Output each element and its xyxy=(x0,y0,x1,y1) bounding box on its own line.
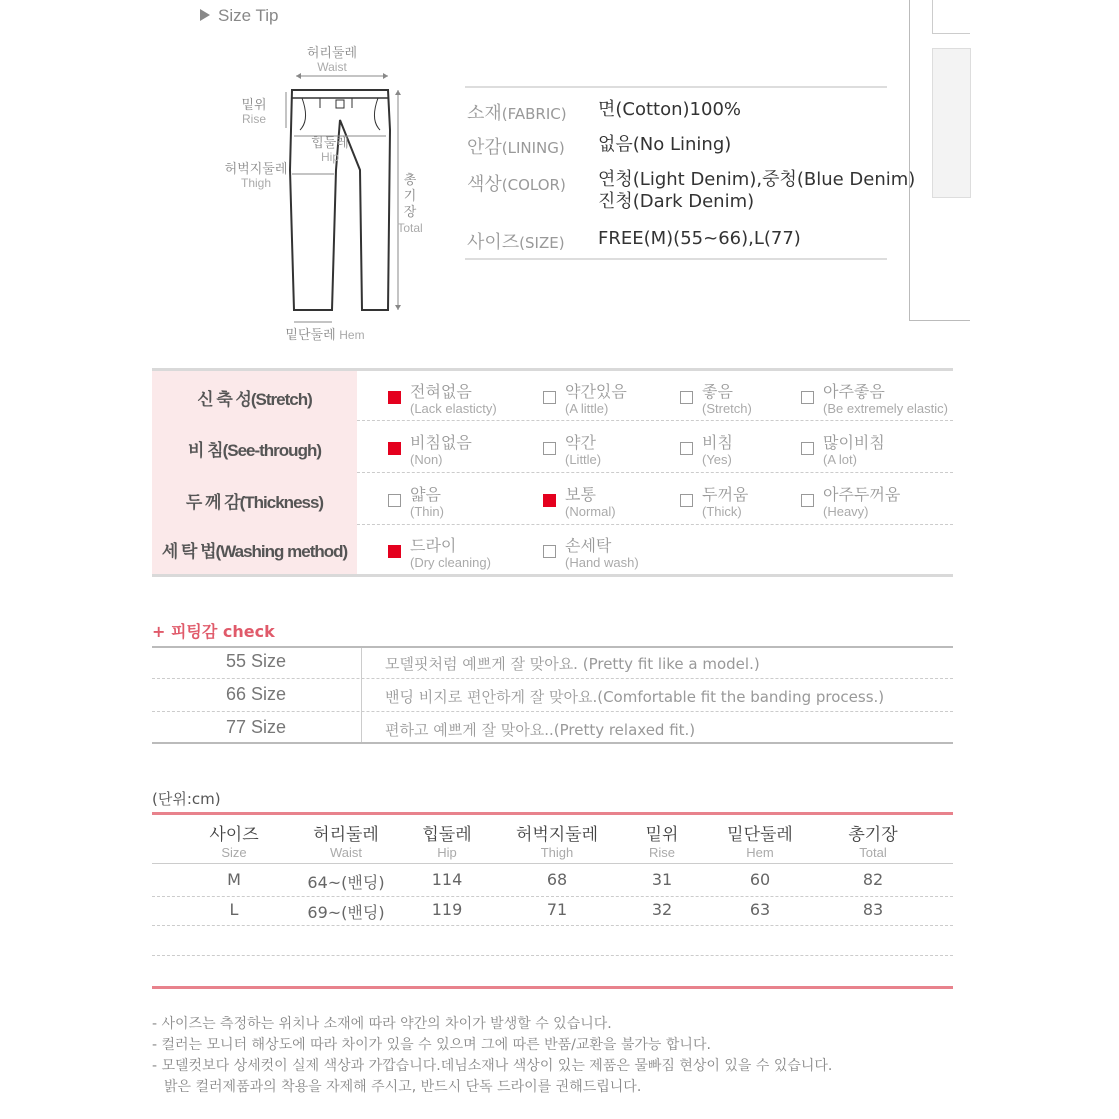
checkbox[interactable] xyxy=(801,391,814,404)
checkbox[interactable] xyxy=(543,442,556,455)
checkbox-checked[interactable] xyxy=(543,494,556,507)
checkbox-checked[interactable] xyxy=(388,545,401,558)
note-line: - 모델컷보다 상세컷이 실제 색상과 가깝습니다.데님소재나 색상이 있는 제품은 물빠짐 현상이 있을 수 있습니다. xyxy=(152,1058,833,1074)
col-header: 힙둘레 Hip xyxy=(422,825,472,860)
side-frame-panel xyxy=(932,48,971,198)
total-label: 총기장 Total xyxy=(397,172,423,235)
hem-label: 밑단둘레 Hem xyxy=(285,327,365,342)
checkbox[interactable] xyxy=(801,494,814,507)
fit-size: 55 Size xyxy=(225,651,287,671)
attr-label: 신 축 성(Stretch) xyxy=(152,371,357,423)
cell: 119 xyxy=(431,900,463,919)
note-line: 밝은 컬러제품과의 착용을 자제해 주시고, 반드시 단독 드라이를 권해드립니다. xyxy=(164,1079,642,1095)
checkbox[interactable] xyxy=(680,494,693,507)
waist-label: 허리둘레 Waist xyxy=(306,45,358,74)
checkbox[interactable] xyxy=(801,442,814,455)
checkbox-checked[interactable] xyxy=(388,442,401,455)
col-header: 허리둘레 Waist xyxy=(313,825,379,860)
triangle-right-icon xyxy=(200,9,210,21)
col-header: 밑위 Rise xyxy=(645,825,679,860)
divider xyxy=(465,86,887,88)
cell: 71 xyxy=(546,900,568,919)
unit-label: (단위:cm) xyxy=(152,790,221,808)
col-header: 밑단둘레 Hem xyxy=(727,825,793,860)
note-line: - 사이즈는 측정하는 위치나 소재에 따라 약간의 차이가 발생할 수 있습니다. xyxy=(152,1016,612,1032)
note-line: - 컬러는 모니터 해상도에 따라 차이가 있을 수 있으며 그에 따른 반품/교환을 불가능 합니다. xyxy=(152,1037,711,1053)
checkbox[interactable] xyxy=(388,494,401,507)
fit-desc: 모델핏처럼 예쁘게 잘 맞아요. (Pretty fit like a model.) xyxy=(385,655,760,673)
checkbox-checked[interactable] xyxy=(388,391,401,404)
size-tip-heading: Size Tip xyxy=(200,6,278,26)
fabric-key: 소재(FABRIC) xyxy=(467,103,567,124)
attr-label: 비 침(See-through) xyxy=(152,422,357,474)
cell: L xyxy=(229,900,239,919)
attr-row-see-through: 비 침(See-through) 비침없음 (Non) 약간 (Little) 비침 (Yes) 많이비침 (A lot) xyxy=(152,422,953,474)
divider xyxy=(465,258,887,260)
checkbox[interactable] xyxy=(680,391,693,404)
col-header: 허벅지둘레 Thigh xyxy=(515,825,599,860)
cell: 83 xyxy=(862,900,884,919)
cell: 64~(밴딩) xyxy=(307,873,385,892)
cell: 60 xyxy=(749,870,771,889)
attr-row-washing: 세 탁 법(Washing method) 드라이 (Dry cleaning) 손세탁 (Hand wash) xyxy=(152,525,953,574)
size-value: FREE(M)(55~66),L(77) xyxy=(598,228,801,249)
cell: 69~(밴딩) xyxy=(307,903,385,922)
cell: 32 xyxy=(651,900,673,919)
cell: 114 xyxy=(431,870,463,889)
cell: 68 xyxy=(546,870,568,889)
attr-row-thickness: 두 께 감(Thickness) 얇음 (Thin) 보통 (Normal) 두꺼움 (Thick) 아주두꺼움 (Heavy) xyxy=(152,474,953,526)
fitting-title: + 피팅감 check xyxy=(152,622,275,641)
hip-label: 힙둘레 Hip xyxy=(311,135,349,164)
fit-desc: 밴딩 비지로 편안하게 잘 맞아요.(Comfortable fit the banding process.) xyxy=(385,688,885,706)
lining-key: 안감(LINING) xyxy=(467,137,565,158)
checkbox[interactable] xyxy=(543,391,556,404)
fit-desc: 편하고 예쁘게 잘 맞아요..(Pretty relaxed fit.) xyxy=(385,721,696,739)
color-key: 색상(COLOR) xyxy=(467,174,566,195)
cell: M xyxy=(227,870,241,889)
fit-size: 66 Size xyxy=(225,684,287,704)
cell: 31 xyxy=(651,870,673,889)
cell: 82 xyxy=(862,870,884,889)
thigh-label: 허벅지둘레 Thigh xyxy=(224,161,288,190)
cell: 63 xyxy=(749,900,771,919)
checkbox[interactable] xyxy=(680,442,693,455)
size-key: 사이즈(SIZE) xyxy=(467,232,565,253)
col-header: 총기장 Total xyxy=(848,825,898,860)
attr-label: 세 탁 법(Washing method) xyxy=(152,525,357,574)
rise-label: 밑위 Rise xyxy=(241,97,267,126)
col-header: 사이즈 Size xyxy=(209,825,259,860)
side-frame-top xyxy=(932,0,970,34)
checkbox[interactable] xyxy=(543,545,556,558)
color-value: 연청(Light Denim),중청(Blue Denim) 진청(Dark Denim) xyxy=(598,169,916,212)
lining-value: 없음(No Lining) xyxy=(598,134,732,155)
fit-size: 77 Size xyxy=(225,717,287,737)
fabric-value: 면(Cotton)100% xyxy=(598,99,742,120)
attr-row-stretch: 신 축 성(Stretch) 전혀없음 (Lack elasticty) 약간있음 (A little) 좋음 (Stretch) 아주좋음 (Be extremely elastic) xyxy=(152,371,953,423)
attr-label: 두 께 감(Thickness) xyxy=(152,474,357,526)
